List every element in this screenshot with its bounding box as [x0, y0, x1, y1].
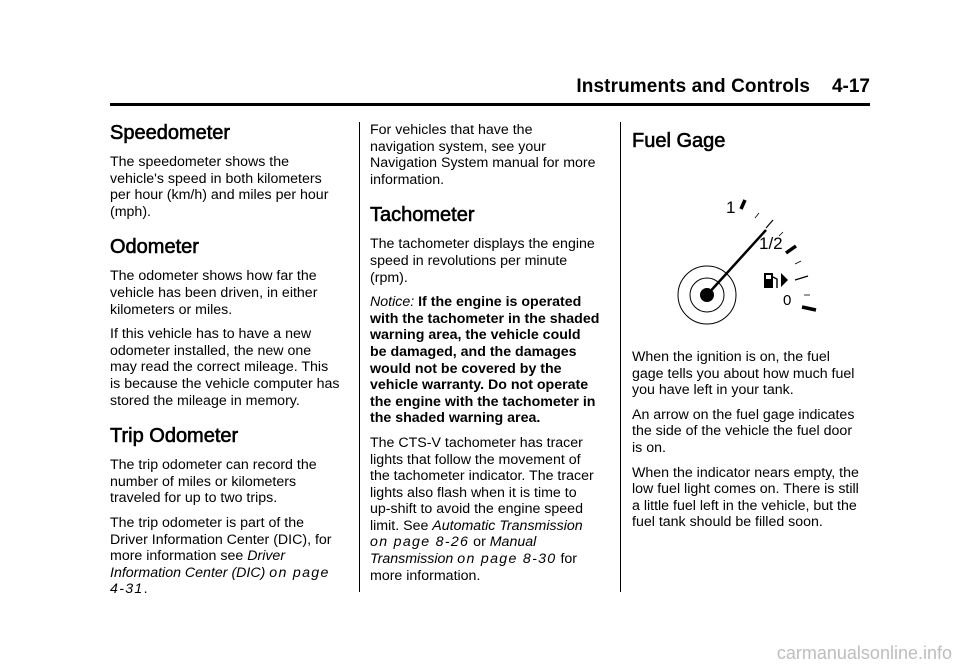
fuel-pump-window — [766, 275, 771, 279]
tick-major-1 — [766, 220, 773, 228]
odometer-heading: Odometer — [110, 236, 199, 259]
trip-odometer-body-2 — [110, 515, 340, 598]
automatic-transmission-link[interactable]: Automatic Transmission — [432, 517, 583, 534]
trip-odometer-heading: Trip Odometer — [110, 425, 239, 448]
fuel-gage-heading: Fuel Gage — [632, 130, 726, 152]
tick-minor-1 — [755, 213, 759, 218]
tachometer-heading: Tachometer — [370, 204, 475, 227]
gauge-label-full: 1 — [726, 198, 736, 217]
fuel-gage-icon — [632, 162, 862, 337]
odometer-body-1: The odometer shows how far the vehicle has been driven, in either kilometers or miles. — [110, 268, 318, 318]
column-divider-2 — [620, 122, 621, 592]
dic-page-reference[interactable]: on page 4-31 — [110, 564, 330, 598]
tick-empty — [802, 307, 816, 310]
fuel-gage-illustration — [632, 162, 862, 337]
column-3 — [632, 122, 862, 539]
trip-odometer-body-1: The trip odometer can record the number of miles or kilometers traveled for up to two trips. — [110, 457, 317, 507]
tick-major-2 — [795, 276, 808, 280]
navigation-note: For vehicles that have the navigation system, see your Navigation System manual for more information. — [370, 122, 596, 188]
fuel-gage-body-2: An arrow on the fuel gage indicates the side of the vehicle the fuel door is on. — [632, 406, 855, 456]
notice-text: If the engine is operated with the tachometer in the shaded warning area, the vehicle could be damaged, and the damages would not be covered by the vehicle warranty. Do not operate the engine with the tachometer in the shaded warning area. — [370, 294, 600, 427]
speedometer-body: The speedometer shows the vehicle's speed in both kilometers per hour (km/h) and miles per hour (mph). — [110, 154, 329, 220]
column-1 — [110, 122, 340, 606]
gauge-needle — [707, 230, 766, 295]
tachometer-body-2 — [370, 435, 600, 584]
section-title: Instruments and Controls — [576, 76, 810, 97]
odometer-body-2: If this vehicle has to have a new odometer installed, the new one may read the correct mileage. This is because the vehicle computer has stored the mileage in memory. — [110, 326, 340, 409]
page-number: 4-17 — [831, 76, 870, 97]
tachometer-notice — [370, 294, 600, 427]
tick-half — [786, 246, 796, 253]
or-text: or — [469, 534, 490, 551]
notice-label: Notice: — [370, 294, 415, 311]
tracer-end: for more information. — [370, 551, 577, 584]
tick-minor-3 — [795, 261, 801, 264]
speedometer-heading: Speedometer — [110, 122, 231, 144]
tracer-text: The CTS-V tachometer has tracer lights that follow the movement of the tachometer indicator. The tracer lights also flash when it is time to up-shift to avoid the engine speed limit. See — [370, 434, 594, 534]
trip-odometer-end: . — [143, 581, 148, 598]
fuel-gage-body-1: When the ignition is on, the fuel gage tells you about how much fuel you have left in your tank. — [632, 349, 855, 399]
column-2 — [370, 122, 600, 592]
automatic-transmission-page[interactable]: on page 8-26 — [370, 534, 470, 551]
trip-odometer-text: The trip odometer is part of the Driver Information Center (DIC), for more information see — [110, 514, 332, 565]
tachometer-body-1: The tachometer displays the engine speed in revolutions per minute (rpm). — [370, 236, 595, 286]
gauge-label-empty: 0 — [783, 292, 792, 309]
fuel-gage-body-3: When the indicator nears empty, the low fuel light comes on. There is still a little fuel left in the vehicle, but the fuel tank should be filled soon. — [632, 464, 859, 531]
manual-transmission-page[interactable]: on page 8-30 — [457, 551, 557, 568]
header-rule — [110, 103, 870, 106]
dic-reference-link[interactable]: Driver Information Center (DIC) — [110, 548, 286, 581]
column-divider-1 — [359, 122, 360, 592]
page-header — [0, 0, 960, 110]
fuel-door-arrow-icon — [781, 273, 788, 287]
fuel-pump-hose — [773, 277, 777, 288]
gauge-label-half: 1/2 — [759, 234, 783, 253]
watermark: carmanualsonline.info — [776, 643, 952, 663]
tick-full — [741, 200, 745, 209]
manual-transmission-link[interactable]: Manual Transmission — [370, 534, 537, 568]
